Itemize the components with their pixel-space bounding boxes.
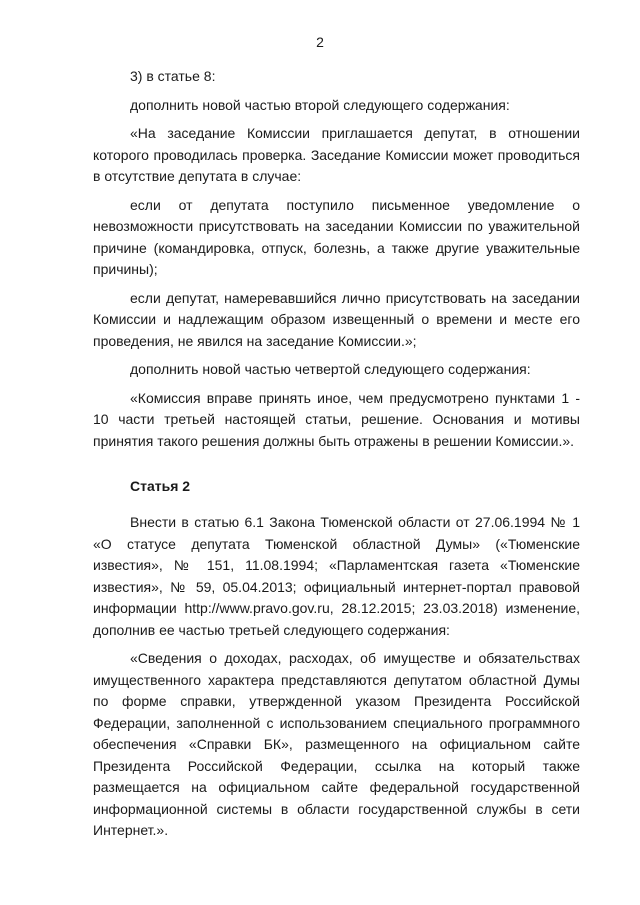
- page-number: 2: [316, 34, 324, 50]
- paragraph-quote-commission: «Комиссия вправе принять иное, чем предусмотрено пунктами 1 - 10 части третьей настоящей статьи, решение. Основания и мотивы принятия такого решения должны быть отражены в решении Комиссии.».: [93, 389, 580, 449]
- paragraph-item-3: 3) в статье 8:: [130, 68, 216, 84]
- paragraph-quote-income: «Сведения о доходах, расходах, об имуществе и обязательствах имущественного характера представляются депутатом областной Думы по форме справки, утвержденной указом Президента Российской Федерации, заполненной с использованием специального программного обеспечения «Справки БК», размещенного на официальном сайте Президента Российской Федерации, ссылка на который также размещается на официальном сайте федеральной государственной информационной системы в области государственной службы в сети Интернет.».: [93, 650, 580, 838]
- paragraph-instruction-fourth: дополнить новой частью четвертой следующего содержания:: [130, 361, 531, 377]
- paragraph-amendment: Внести в статью 6.1 Закона Тюменской области от 27.06.1994 № 1 «О статусе депутата Тюменской областной Думы» («Тюменские известия», № 151, 11.08.1994; «Парламентская газета «Тюменские известия», № 59, 05.04.2013; официальный интернет-портал правовой информации http://www.pravo.gov.ru, 28.12.2015; 23.03.2018) изменение, дополнив ее частью третьей следующего содержания:: [93, 514, 580, 638]
- paragraph-quote-start: «На заседание Комиссии приглашается депутат, в отношении которого проводилась проверка. Заседание Комиссии может проводиться в отсутствие депутата в случае:: [93, 125, 580, 184]
- paragraph-case-absence: если депутат, намеревавшийся лично присутствовать на заседании Комиссии и надлежащим образом извещенный о времени и месте его проведения, не явился на заседание Комиссии.»;: [93, 289, 580, 349]
- document-body: [93, 66, 580, 842]
- paragraph-case-notice: если от депутата поступило письменное уведомление о невозможности присутствовать на заседании Комиссии по уважительной причине (командировка, отпуск, болезнь, а также другие уважительные причины);: [93, 196, 580, 277]
- article-heading: Статья 2: [130, 478, 191, 494]
- paragraph-instruction: дополнить новой частью второй следующего содержания:: [130, 96, 510, 113]
